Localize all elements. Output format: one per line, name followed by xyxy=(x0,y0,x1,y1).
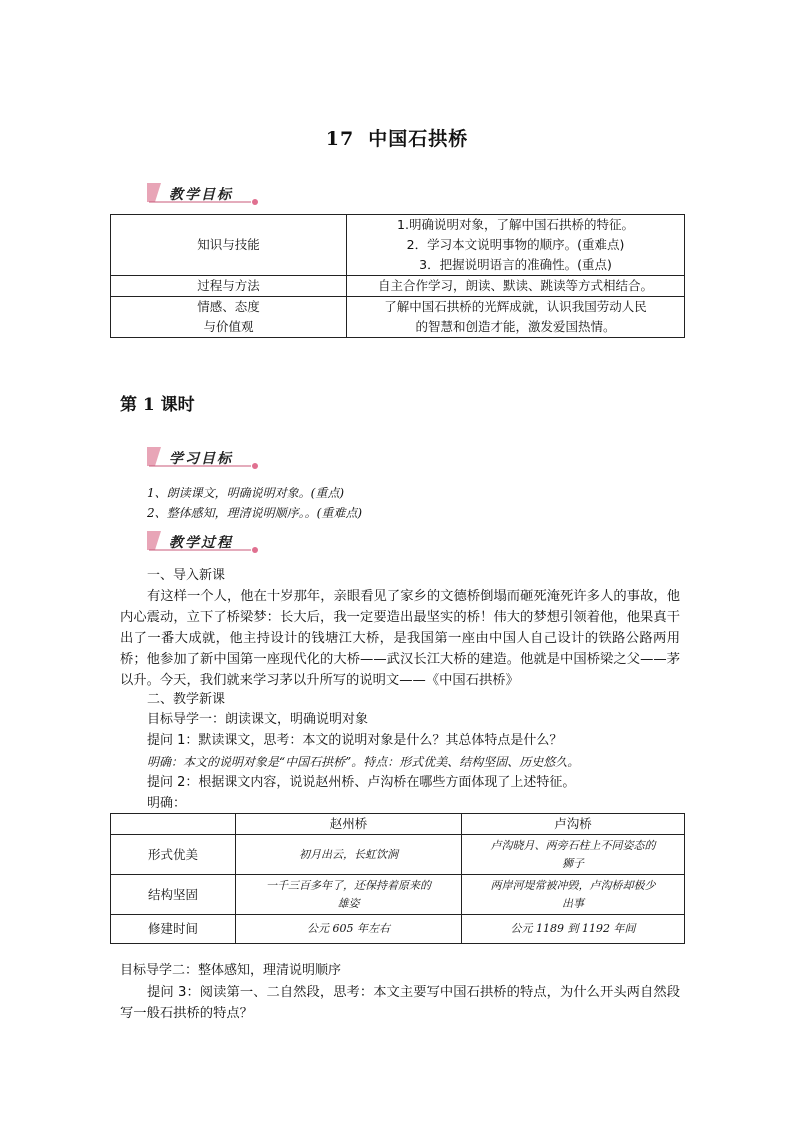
guide-heading: 目标导学一：朗读课文，明确说明对象 xyxy=(147,712,369,727)
question-2: 提问 2：根据课文内容，说说赵州桥、卢沟桥在哪些方面体现了上述特征。 xyxy=(147,775,576,790)
question-1: 提问 1：默读课文，思考：本文的说明对象是什么？其总体特点是什么？ xyxy=(147,733,563,748)
zhaozhou-cell: 一千三百多年了，还保持着原来的 雄姿 xyxy=(236,875,462,915)
banner-label: 学习目标 xyxy=(169,451,233,467)
lugou-cell: 卢沟晓月、两旁石柱上不同姿态的 狮子 xyxy=(462,835,685,875)
goal-label xyxy=(111,297,347,338)
teaching-goals-banner xyxy=(147,183,265,205)
section-heading: 二、教学新课 xyxy=(147,692,226,707)
banner-label: 教学过程 xyxy=(169,535,233,551)
goal-line: 2．学习本文说明事物的顺序。(重难点) xyxy=(406,237,625,252)
header-cell: 赵州桥 xyxy=(236,814,462,835)
header-cell: 卢沟桥 xyxy=(462,814,685,835)
intro-paragraph: 有这样一个人，他在十岁那年，亲眼看见了家乡的文德桥倒塌而砸死淹死许多人的事故，他内心震动，立下了桥梁梦：长大后，我一定要造出最坚实的桥！伟大的梦想引领着他，他果真干出了一番大成就，他主持设计的钱塘江大桥，是我国第一座由中国人自己设计的铁路公路两用桥；他参加了新中国第一座现代化的大桥——武汉长江大桥的建造。他就是中国桥梁之父——茅以升。今天，我们就来学习茅以升所写的说明文——《中国石拱桥》 xyxy=(120,589,680,688)
table-header-row xyxy=(111,814,685,835)
lugou-cell: 两岸河堤常被冲毁，卢沟桥却极少 出事 xyxy=(462,875,685,915)
goal-value: 自主合作学习，朗读、默读、跳读等方式相结合。 xyxy=(347,276,685,297)
row-label: 结构坚固 xyxy=(111,875,236,915)
goal-value xyxy=(347,297,685,338)
zhaozhou-cell: 初月出云，长虹饮涧 xyxy=(236,835,462,875)
table-row xyxy=(111,875,685,915)
table-row xyxy=(111,215,685,276)
row-label: 修建时间 xyxy=(111,915,236,944)
table-row xyxy=(111,297,685,338)
lesson-title: 中国石拱桥 xyxy=(368,128,469,150)
goals-table xyxy=(110,214,685,338)
goal-line: 了解中国石拱桥的光辉成就，认识我国劳动人民 xyxy=(384,299,647,314)
goal-label-line: 情感、态度 xyxy=(197,299,260,314)
banner-label: 教学目标 xyxy=(169,187,233,203)
study-goal-item: 1、朗读课文，明确说明对象。(重点) xyxy=(147,486,344,500)
header-cell xyxy=(111,814,236,835)
zhaozhou-cell: 公元 605 年左右 xyxy=(236,915,462,944)
table-row xyxy=(111,835,685,875)
answer-1: 明确：本文的说明对象是“中国石拱桥”。特点：形式优美、结构坚固、历史悠久。 xyxy=(147,755,580,769)
goal-line: 1.明确说明对象，了解中国石拱桥的特征。 xyxy=(397,217,634,232)
goal-line: 3．把握说明语言的准确性。(重点) xyxy=(419,257,612,272)
page-title xyxy=(0,124,794,151)
study-goals-banner xyxy=(147,447,265,469)
question-3: 提问 3：阅读第一、二自然段，思考：本文主要写中国石拱桥的特点，为什么开头两自然段写一般石拱桥的特点？ xyxy=(120,985,680,1021)
table-row xyxy=(111,915,685,944)
guide-heading: 目标导学二：整体感知，理清说明顺序 xyxy=(120,963,342,978)
teaching-process-banner xyxy=(147,531,265,553)
goal-label: 过程与方法 xyxy=(111,276,347,297)
study-goal-item: 2、整体感知，理清说明顺序。。(重难点) xyxy=(147,506,362,520)
answer-2-label: 明确： xyxy=(147,796,187,811)
goal-label-line: 与价值观 xyxy=(203,319,254,334)
section-heading: 一、导入新课 xyxy=(147,568,226,583)
goal-label: 知识与技能 xyxy=(111,215,347,276)
bridge-comparison-table xyxy=(110,813,685,944)
lugou-cell: 公元 1189 到 1192 年间 xyxy=(462,915,685,944)
goal-line: 的智慧和创造才能，激发爱国热情。 xyxy=(415,319,616,334)
lesson-number: 17 xyxy=(325,128,355,150)
row-label: 形式优美 xyxy=(111,835,236,875)
lesson-heading: 第 1 课时 xyxy=(120,395,195,415)
goal-value xyxy=(347,215,685,276)
table-row xyxy=(111,276,685,297)
